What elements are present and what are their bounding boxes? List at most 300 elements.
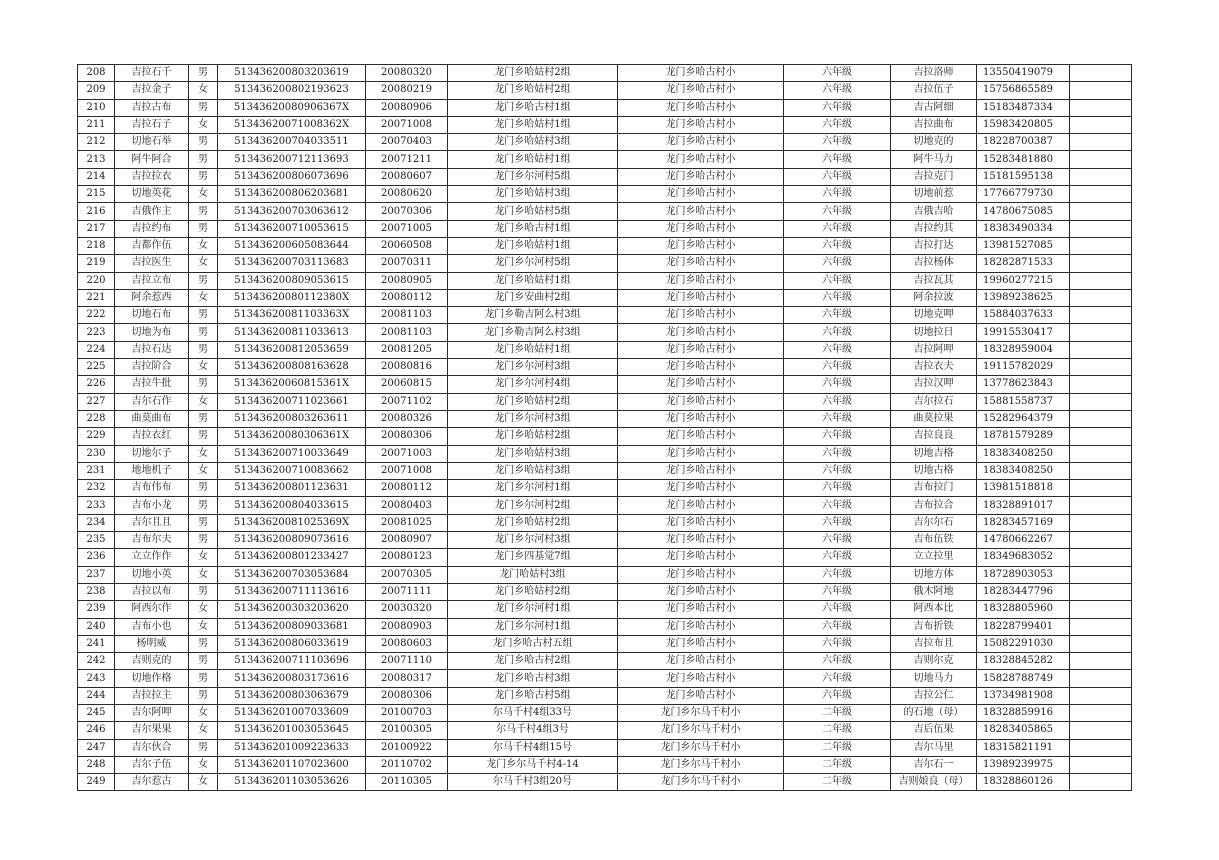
grade-level-cell: 六年级: [784, 359, 891, 376]
gender-cell: 男: [189, 583, 218, 600]
notes-cell: [1070, 514, 1132, 531]
birth-date-cell: 20081103: [366, 307, 448, 324]
school-name-cell: 龙门乡哈古村小: [618, 99, 784, 116]
grade-level-cell: 六年级: [784, 428, 891, 445]
guardian-name-cell: 吉拉公仁: [891, 687, 977, 704]
gender-cell: 男: [189, 324, 218, 341]
table-row: [78, 324, 1132, 341]
birth-date-cell: 20080403: [366, 497, 448, 514]
guardian-name-cell: 吉拉良良: [891, 428, 977, 445]
id-number-cell: 513436200809053615: [218, 272, 366, 289]
notes-cell: [1070, 82, 1132, 99]
phone-number-cell: 18328891017: [977, 497, 1070, 514]
notes-cell: [1070, 151, 1132, 168]
home-address-cell: 龙门乡尔马千村4-14: [448, 756, 618, 773]
guardian-name-cell: 阿余拉波: [891, 289, 977, 306]
phone-number-cell: 14780675085: [977, 203, 1070, 220]
birth-date-cell: 20080620: [366, 186, 448, 203]
row-number-cell: 219: [78, 255, 115, 272]
student-name-cell: 吉拉拉主: [115, 687, 189, 704]
school-name-cell: 龙门乡哈古村小: [618, 255, 784, 272]
birth-date-cell: 20080905: [366, 272, 448, 289]
grade-level-cell: 六年级: [784, 497, 891, 514]
phone-number-cell: 15282964379: [977, 410, 1070, 427]
phone-number-cell: 18228799401: [977, 618, 1070, 635]
student-name-cell: 吉拉约布: [115, 220, 189, 237]
gender-cell: 男: [189, 203, 218, 220]
gender-cell: 男: [189, 341, 218, 358]
notes-cell: [1070, 480, 1132, 497]
phone-number-cell: 13989239975: [977, 756, 1070, 773]
birth-date-cell: 20080603: [366, 635, 448, 652]
grade-level-cell: 二年级: [784, 722, 891, 739]
home-address-cell: 尔马千村4组3号: [448, 722, 618, 739]
student-name-cell: 切地英花: [115, 186, 189, 203]
school-name-cell: 龙门乡哈古村小: [618, 410, 784, 427]
id-number-cell: 513436200711113616: [218, 583, 366, 600]
student-name-cell: 吉拉石子: [115, 116, 189, 133]
home-address-cell: 龙门乡哈姑村2组: [448, 514, 618, 531]
notes-cell: [1070, 653, 1132, 670]
school-name-cell: 龙门乡哈古村小: [618, 272, 784, 289]
birth-date-cell: 20080903: [366, 618, 448, 635]
school-name-cell: 龙门乡哈古村小: [618, 237, 784, 254]
phone-number-cell: 15828788749: [977, 670, 1070, 687]
school-name-cell: 龙门乡哈古村小: [618, 601, 784, 618]
school-name-cell: 龙门乡哈古村小: [618, 549, 784, 566]
row-number-cell: 243: [78, 670, 115, 687]
notes-cell: [1070, 307, 1132, 324]
home-address-cell: 尔马千村4组33号: [448, 704, 618, 721]
school-name-cell: 龙门乡尔马千村小: [618, 739, 784, 756]
table-row: [78, 532, 1132, 549]
home-address-cell: 龙门乡尔河村1组: [448, 618, 618, 635]
gender-cell: 女: [189, 704, 218, 721]
gender-cell: 男: [189, 65, 218, 82]
guardian-name-cell: 吉拉杨体: [891, 255, 977, 272]
student-name-cell: 吉尔子伍: [115, 756, 189, 773]
phone-number-cell: 15181595138: [977, 168, 1070, 185]
id-number-cell: 513436200605083644: [218, 237, 366, 254]
gender-cell: 男: [189, 307, 218, 324]
guardian-name-cell: 切地拉日: [891, 324, 977, 341]
birth-date-cell: 20071008: [366, 462, 448, 479]
birth-date-cell: 20070403: [366, 134, 448, 151]
gender-cell: 男: [189, 220, 218, 237]
phone-number-cell: 15881558737: [977, 393, 1070, 410]
grade-level-cell: 六年级: [784, 324, 891, 341]
student-name-cell: 立立作作: [115, 549, 189, 566]
id-number-cell: 513436200804033615: [218, 497, 366, 514]
phone-number-cell: 18349683052: [977, 549, 1070, 566]
grade-level-cell: 六年级: [784, 480, 891, 497]
row-number-cell: 236: [78, 549, 115, 566]
table-row: [78, 289, 1132, 306]
phone-number-cell: 18328860126: [977, 774, 1070, 791]
id-number-cell: 51343620080112380X: [218, 289, 366, 306]
phone-number-cell: 19115782029: [977, 359, 1070, 376]
school-name-cell: 龙门乡哈古村小: [618, 134, 784, 151]
table-row: [78, 774, 1132, 791]
id-number-cell: 513436200303203620: [218, 601, 366, 618]
guardian-name-cell: 吉拉瓦其: [891, 272, 977, 289]
gender-cell: 男: [189, 670, 218, 687]
gender-cell: 女: [189, 186, 218, 203]
home-address-cell: 龙门乡哈姑村1组: [448, 237, 618, 254]
guardian-name-cell: 吉则尔克: [891, 653, 977, 670]
table-row: [78, 255, 1132, 272]
gender-cell: 女: [189, 601, 218, 618]
birth-date-cell: 20110305: [366, 774, 448, 791]
row-number-cell: 223: [78, 324, 115, 341]
grade-level-cell: 六年级: [784, 307, 891, 324]
guardian-name-cell: 吉拉汉呷: [891, 376, 977, 393]
school-name-cell: 龙门乡哈古村小: [618, 583, 784, 600]
phone-number-cell: 13981527085: [977, 237, 1070, 254]
phone-number-cell: 19960277215: [977, 272, 1070, 289]
row-number-cell: 234: [78, 514, 115, 531]
phone-number-cell: 17766779730: [977, 186, 1070, 203]
birth-date-cell: 20080320: [366, 65, 448, 82]
gender-cell: 女: [189, 237, 218, 254]
row-number-cell: 227: [78, 393, 115, 410]
guardian-name-cell: 的石地（母）: [891, 704, 977, 721]
grade-level-cell: 六年级: [784, 203, 891, 220]
id-number-cell: 51343620071008362X: [218, 116, 366, 133]
home-address-cell: 龙门乡哈姑村3组: [448, 445, 618, 462]
guardian-name-cell: 吉拉约其: [891, 220, 977, 237]
student-name-cell: 吉拉金子: [115, 82, 189, 99]
id-number-cell: 513436200811033613: [218, 324, 366, 341]
school-name-cell: 龙门乡哈古村小: [618, 186, 784, 203]
guardian-name-cell: 切地马力: [891, 670, 977, 687]
guardian-name-cell: 吉尔尔石: [891, 514, 977, 531]
birth-date-cell: 20071102: [366, 393, 448, 410]
school-name-cell: 龙门乡尔马千村小: [618, 704, 784, 721]
birth-date-cell: 20071111: [366, 583, 448, 600]
guardian-name-cell: 曲莫拉果: [891, 410, 977, 427]
school-name-cell: 龙门乡哈古村小: [618, 341, 784, 358]
home-address-cell: 尔马千村4组15号: [448, 739, 618, 756]
gender-cell: 女: [189, 618, 218, 635]
guardian-name-cell: 吉布折铁: [891, 618, 977, 635]
notes-cell: [1070, 255, 1132, 272]
guardian-name-cell: 吉拉曲布: [891, 116, 977, 133]
notes-cell: [1070, 272, 1132, 289]
grade-level-cell: 六年级: [784, 583, 891, 600]
home-address-cell: 龙门乡哈姑村3组: [448, 186, 618, 203]
student-name-cell: 阿西尔作: [115, 601, 189, 618]
grade-level-cell: 六年级: [784, 549, 891, 566]
grade-level-cell: 六年级: [784, 272, 891, 289]
home-address-cell: 龙门乡勒吉阿么村3组: [448, 307, 618, 324]
grade-level-cell: 六年级: [784, 601, 891, 618]
id-number-cell: 513436200806033619: [218, 635, 366, 652]
grade-level-cell: 六年级: [784, 186, 891, 203]
row-number-cell: 231: [78, 462, 115, 479]
gender-cell: 男: [189, 168, 218, 185]
phone-number-cell: 15756865589: [977, 82, 1070, 99]
guardian-name-cell: 阿牛马力: [891, 151, 977, 168]
table-row: [78, 445, 1132, 462]
grade-level-cell: 六年级: [784, 445, 891, 462]
id-number-cell: 513436201003053645: [218, 722, 366, 739]
row-number-cell: 240: [78, 618, 115, 635]
row-number-cell: 245: [78, 704, 115, 721]
birth-date-cell: 20080907: [366, 532, 448, 549]
row-number-cell: 221: [78, 289, 115, 306]
row-number-cell: 249: [78, 774, 115, 791]
phone-number-cell: 15983420805: [977, 116, 1070, 133]
grade-level-cell: 六年级: [784, 116, 891, 133]
guardian-name-cell: 切地方体: [891, 566, 977, 583]
row-number-cell: 208: [78, 65, 115, 82]
id-number-cell: 513436200801233427: [218, 549, 366, 566]
birth-date-cell: 20080112: [366, 480, 448, 497]
guardian-name-cell: 吉拉布且: [891, 635, 977, 652]
guardian-name-cell: 切地克呷: [891, 307, 977, 324]
school-name-cell: 龙门乡尔马千村小: [618, 756, 784, 773]
id-number-cell: 513436201107023600: [218, 756, 366, 773]
student-name-cell: 吉拉古布: [115, 99, 189, 116]
grade-level-cell: 六年级: [784, 220, 891, 237]
row-number-cell: 246: [78, 722, 115, 739]
gender-cell: 女: [189, 774, 218, 791]
home-address-cell: 龙门乡哈姑村2组: [448, 583, 618, 600]
school-name-cell: 龙门乡哈古村小: [618, 480, 784, 497]
gender-cell: 男: [189, 497, 218, 514]
gender-cell: 女: [189, 359, 218, 376]
student-name-cell: 吉拉石达: [115, 341, 189, 358]
id-number-cell: 51343620081103363X: [218, 307, 366, 324]
home-address-cell: 龙门乡勒吉阿么村3组: [448, 324, 618, 341]
guardian-name-cell: 吉拉打达: [891, 237, 977, 254]
id-number-cell: 513436200803173616: [218, 670, 366, 687]
notes-cell: [1070, 410, 1132, 427]
phone-number-cell: 18283447796: [977, 583, 1070, 600]
gender-cell: 男: [189, 99, 218, 116]
student-name-cell: 阿余惹西: [115, 289, 189, 306]
table-row: [78, 272, 1132, 289]
gender-cell: 男: [189, 428, 218, 445]
grade-level-cell: 六年级: [784, 687, 891, 704]
table-row: [78, 82, 1132, 99]
row-number-cell: 213: [78, 151, 115, 168]
notes-cell: [1070, 116, 1132, 133]
row-number-cell: 212: [78, 134, 115, 151]
student-name-cell: 吉尔果果: [115, 722, 189, 739]
school-name-cell: 龙门乡哈古村小: [618, 203, 784, 220]
guardian-name-cell: 吉拉阿呷: [891, 341, 977, 358]
gender-cell: 女: [189, 462, 218, 479]
gender-cell: 女: [189, 549, 218, 566]
notes-cell: [1070, 445, 1132, 462]
gender-cell: 男: [189, 653, 218, 670]
gender-cell: 男: [189, 151, 218, 168]
gender-cell: 男: [189, 410, 218, 427]
birth-date-cell: 20080112: [366, 289, 448, 306]
notes-cell: [1070, 704, 1132, 721]
row-number-cell: 215: [78, 186, 115, 203]
table-row: [78, 653, 1132, 670]
grade-level-cell: 二年级: [784, 739, 891, 756]
table-row: [78, 635, 1132, 652]
id-number-cell: 513436201009223633: [218, 739, 366, 756]
student-name-cell: 吉布尔夫: [115, 532, 189, 549]
row-number-cell: 216: [78, 203, 115, 220]
student-name-cell: 吉尔石作: [115, 393, 189, 410]
table-row: [78, 410, 1132, 427]
home-address-cell: 龙门乡哈姑村1组: [448, 341, 618, 358]
birth-date-cell: 20080123: [366, 549, 448, 566]
notes-cell: [1070, 203, 1132, 220]
id-number-cell: 513436200806203681: [218, 186, 366, 203]
id-number-cell: 513436200710083662: [218, 462, 366, 479]
school-name-cell: 龙门乡哈古村小: [618, 635, 784, 652]
table-row: [78, 99, 1132, 116]
notes-cell: [1070, 376, 1132, 393]
birth-date-cell: 20030320: [366, 601, 448, 618]
grade-level-cell: 六年级: [784, 670, 891, 687]
grade-level-cell: 六年级: [784, 393, 891, 410]
table-row: [78, 687, 1132, 704]
guardian-name-cell: 吉拉伍子: [891, 82, 977, 99]
id-number-cell: 513436200712113693: [218, 151, 366, 168]
table-row: [78, 168, 1132, 185]
birth-date-cell: 20071008: [366, 116, 448, 133]
school-name-cell: 龙门乡尔马千村小: [618, 774, 784, 791]
birth-date-cell: 20070306: [366, 203, 448, 220]
school-name-cell: 龙门乡哈古村小: [618, 566, 784, 583]
school-name-cell: 龙门乡哈古村小: [618, 393, 784, 410]
birth-date-cell: 20100305: [366, 722, 448, 739]
home-address-cell: 龙门乡尔河村3组: [448, 359, 618, 376]
student-name-cell: 吉尔惹古: [115, 774, 189, 791]
grade-level-cell: 六年级: [784, 618, 891, 635]
gender-cell: 女: [189, 756, 218, 773]
phone-number-cell: 18228700387: [977, 134, 1070, 151]
student-name-cell: 吉布伟布: [115, 480, 189, 497]
student-name-cell: 吉则克的: [115, 653, 189, 670]
row-number-cell: 247: [78, 739, 115, 756]
home-address-cell: 龙门乡哈古村3组: [448, 670, 618, 687]
home-address-cell: 龙门乡哈姑村2组: [448, 393, 618, 410]
student-name-cell: 切地尔子: [115, 445, 189, 462]
home-address-cell: 龙门乡哈姑村1组: [448, 116, 618, 133]
row-number-cell: 235: [78, 532, 115, 549]
phone-number-cell: 13778623843: [977, 376, 1070, 393]
school-name-cell: 龙门乡哈古村小: [618, 82, 784, 99]
notes-cell: [1070, 186, 1132, 203]
table-row: [78, 462, 1132, 479]
table-row: [78, 134, 1132, 151]
student-name-cell: 阿牛阿合: [115, 151, 189, 168]
row-number-cell: 217: [78, 220, 115, 237]
table-row: [78, 566, 1132, 583]
table-row: [78, 618, 1132, 635]
guardian-name-cell: 吉拉洛师: [891, 65, 977, 82]
student-name-cell: 曲莫曲布: [115, 410, 189, 427]
gender-cell: 男: [189, 532, 218, 549]
id-number-cell: 513436201007033609: [218, 704, 366, 721]
birth-date-cell: 20100922: [366, 739, 448, 756]
row-number-cell: 229: [78, 428, 115, 445]
student-name-cell: 吉俄作主: [115, 203, 189, 220]
id-number-cell: 513436200704033511: [218, 134, 366, 151]
birth-date-cell: 20081205: [366, 341, 448, 358]
phone-number-cell: 18383408250: [977, 462, 1070, 479]
home-address-cell: 龙门乡尔河村2组: [448, 497, 618, 514]
phone-number-cell: 15283481880: [977, 151, 1070, 168]
id-number-cell: 51343620060815361X: [218, 376, 366, 393]
notes-cell: [1070, 774, 1132, 791]
notes-cell: [1070, 670, 1132, 687]
id-number-cell: 513436200703053684: [218, 566, 366, 583]
birth-date-cell: 20071110: [366, 653, 448, 670]
grade-level-cell: 六年级: [784, 289, 891, 306]
id-number-cell: 513436201103053626: [218, 774, 366, 791]
table-row: [78, 601, 1132, 618]
school-name-cell: 龙门乡哈古村小: [618, 359, 784, 376]
school-name-cell: 龙门乡哈古村小: [618, 428, 784, 445]
phone-number-cell: 18328959004: [977, 341, 1070, 358]
row-number-cell: 242: [78, 653, 115, 670]
student-name-cell: 吉布小龙: [115, 497, 189, 514]
table-row: [78, 670, 1132, 687]
birth-date-cell: 20071211: [366, 151, 448, 168]
guardian-name-cell: 切地克的: [891, 134, 977, 151]
notes-cell: [1070, 65, 1132, 82]
birth-date-cell: 20080306: [366, 687, 448, 704]
home-address-cell: 龙门乡尔河村1组: [448, 601, 618, 618]
table-row: [78, 756, 1132, 773]
phone-number-cell: 18728903053: [977, 566, 1070, 583]
student-name-cell: 吉拉拉衣: [115, 168, 189, 185]
table-row: [78, 116, 1132, 133]
grade-level-cell: 六年级: [784, 151, 891, 168]
grade-level-cell: 六年级: [784, 341, 891, 358]
phone-number-cell: 13981518818: [977, 480, 1070, 497]
table-row: [78, 428, 1132, 445]
school-name-cell: 龙门乡尔马千村小: [618, 722, 784, 739]
table-row: [78, 583, 1132, 600]
phone-number-cell: 18781579289: [977, 428, 1070, 445]
grade-level-cell: 六年级: [784, 566, 891, 583]
home-address-cell: 龙门乡哈姑村2组: [448, 65, 618, 82]
row-number-cell: 214: [78, 168, 115, 185]
home-address-cell: 龙门乡哈古村1组: [448, 99, 618, 116]
birth-date-cell: 20071005: [366, 220, 448, 237]
notes-cell: [1070, 168, 1132, 185]
guardian-name-cell: 切地前惹: [891, 186, 977, 203]
id-number-cell: 513436200809073616: [218, 532, 366, 549]
guardian-name-cell: 吉后伍果: [891, 722, 977, 739]
table-row: [78, 497, 1132, 514]
notes-cell: [1070, 289, 1132, 306]
grade-level-cell: 六年级: [784, 532, 891, 549]
phone-number-cell: 15884037633: [977, 307, 1070, 324]
notes-cell: [1070, 739, 1132, 756]
table-row: [78, 480, 1132, 497]
guardian-name-cell: 吉布拉合: [891, 497, 977, 514]
home-address-cell: 龙门哈姑村3组: [448, 566, 618, 583]
grade-level-cell: 六年级: [784, 462, 891, 479]
grade-level-cell: 六年级: [784, 82, 891, 99]
birth-date-cell: 20080306: [366, 428, 448, 445]
row-number-cell: 218: [78, 237, 115, 254]
birth-date-cell: 20060508: [366, 237, 448, 254]
phone-number-cell: 19915530417: [977, 324, 1070, 341]
